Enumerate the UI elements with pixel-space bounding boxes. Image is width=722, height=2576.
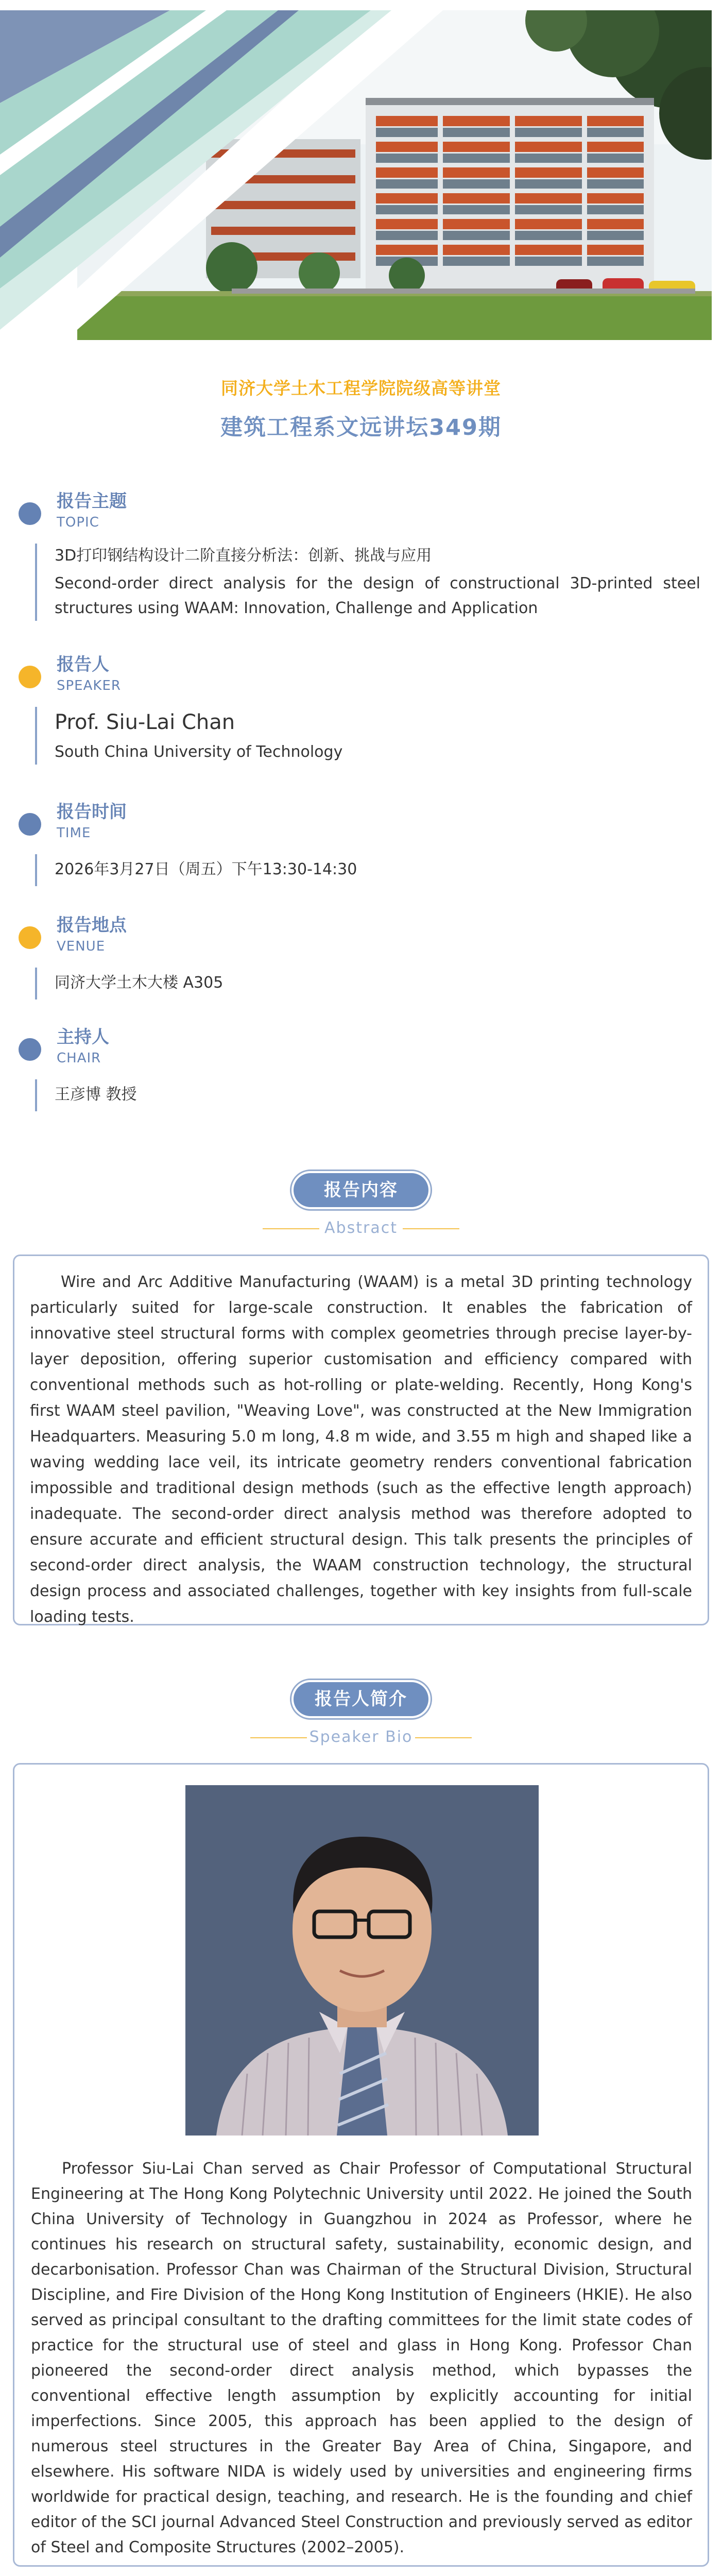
speaker-name: Prof. Siu-Lai Chan (55, 710, 235, 734)
topic-title-en: Second-order direct analysis for the design of constructional 3D-printed steel structures using WAAM: Innovation, Challenge and Application (55, 574, 700, 617)
chair-label-en: CHAIR (57, 1050, 101, 1066)
venue-label: 报告地点 (57, 915, 127, 936)
bio-subheading (0, 1727, 722, 1748)
chair-label: 主持人 (57, 1027, 109, 1047)
bullet-dot-icon (19, 1038, 41, 1061)
speaker-label-en: SPEAKER (57, 678, 121, 693)
abstract-heading (0, 1170, 722, 1239)
info-topic (15, 487, 706, 621)
bullet-dot-icon (19, 666, 41, 688)
bio-heading-cn: 报告人简介 (294, 1682, 428, 1716)
topic-label: 报告主题 (57, 491, 127, 512)
lecture-series-title: 同济大学土木工程学院院级高等讲堂 (221, 378, 501, 398)
abstract-heading-cn: 报告内容 (294, 1173, 428, 1207)
bio-heading-pill (290, 1679, 432, 1720)
divider-line (415, 1737, 472, 1738)
info-chair (15, 1023, 706, 1111)
speaker-portrait-illustration (185, 1785, 539, 2136)
info-time (15, 798, 706, 886)
speaker-bio-text: Professor Siu-Lai Chan served as Chair Professor of Computational Structural Engineering at The Hong Kong Polytechnic University until 2022. He joined the South China University of Technology in Guangzhou in 2024 as Professor, where he continues his research on structural safety, sustainability, economic design, and decarbonisation. Professor Chan was Chairman of the Structural Division, Structural Discipline, and Fire Division of the Hong Kong Institution of Engineers (HKIE). He also served as principal consultant to the drafting committees for the limit state codes of practice for the structural use of steel and glass in Hong Kong. Professor Chan pioneered the second-order direct analysis method, which bypasses the conventional effective length assumption by explicitly accounting for initial imperfections. Since 2005, this approach has been applied to the design of numerous steel structures in the Greater Bay Area of China, Singapore, and elsewhere. His software NIDA is widely used by universities and engineering firms worldwide for practical design, teaching, and research. He is the founding and chief editor of the SCI journal Advanced Steel Construction and previously served as editor of Steel and Composite Structures (2002–2005). (31, 2160, 692, 2556)
divider-line (263, 1228, 319, 1229)
bio-box (13, 1763, 709, 2567)
bio-heading-en: Speaker Bio (309, 1728, 413, 1746)
speaker-portrait (185, 1785, 539, 2136)
bullet-dot-icon (19, 502, 41, 525)
speaker-label: 报告人 (57, 654, 109, 675)
speaker-affiliation: South China University of Technology (55, 743, 343, 761)
bio-heading (0, 1679, 722, 1748)
abstract-box (13, 1255, 709, 1625)
venue-body (35, 968, 706, 999)
venue-value: 同济大学土木大楼 A305 (55, 974, 224, 992)
chair-body (35, 1079, 706, 1111)
abstract-subheading (0, 1218, 722, 1239)
time-label-en: TIME (57, 825, 91, 841)
topic-body (35, 544, 706, 621)
topic-label-en: TOPIC (57, 515, 99, 530)
divider-line (403, 1228, 459, 1229)
header-decoration (0, 0, 722, 361)
abstract-heading-en: Abstract (324, 1219, 398, 1237)
abstract-heading-pill (290, 1170, 432, 1211)
header-banner (0, 0, 722, 361)
chair-value: 王彦博 教授 (55, 1086, 137, 1104)
info-speaker (15, 650, 706, 765)
abstract-text: Wire and Arc Additive Manufacturing (WAAM) is a metal 3D printing technology particularly suited for large-scale construction. It enables the fabrication of innovative steel structural forms with complex geometries through precise layer-by-layer deposition, offering superior customisation and efficiency compared with conventional methods such as hot-rolling or plate-welding. Recently, Hong Kong's first WAAM steel pavilion, "Weaving Love", was constructed at the New Immigration Headquarters. Measuring 5.0 m long, 4.8 m wide, and 3.55 m high and shaped like a waving wedding lace veil, its intricate geometry renders conventional fabrication impossible and traditional design methods (such as the effective length approach) inadequate. The second-order direct analysis method was therefore adopted to ensure accurate and efficient structural design. This talk presents the principles of second-order direct analysis, the WAAM construction technology, the structural design process and associated challenges, together with key insights from full-scale loading tests. (30, 1273, 692, 1626)
time-label: 报告时间 (57, 802, 127, 822)
topic-title-cn: 3D打印钢结构设计二阶直接分析法：创新、挑战与应用 (55, 547, 432, 565)
bullet-dot-icon (19, 813, 41, 836)
time-value: 2026年3月27日（周五）下午13:30-14:30 (55, 860, 357, 878)
info-venue (15, 911, 706, 999)
bullet-dot-icon (19, 926, 41, 949)
lecture-issue-title: 建筑工程系文远讲坛349期 (220, 415, 502, 440)
divider-line (250, 1737, 307, 1738)
time-body (35, 854, 706, 886)
speaker-body (35, 707, 706, 765)
venue-label-en: VENUE (57, 939, 106, 954)
